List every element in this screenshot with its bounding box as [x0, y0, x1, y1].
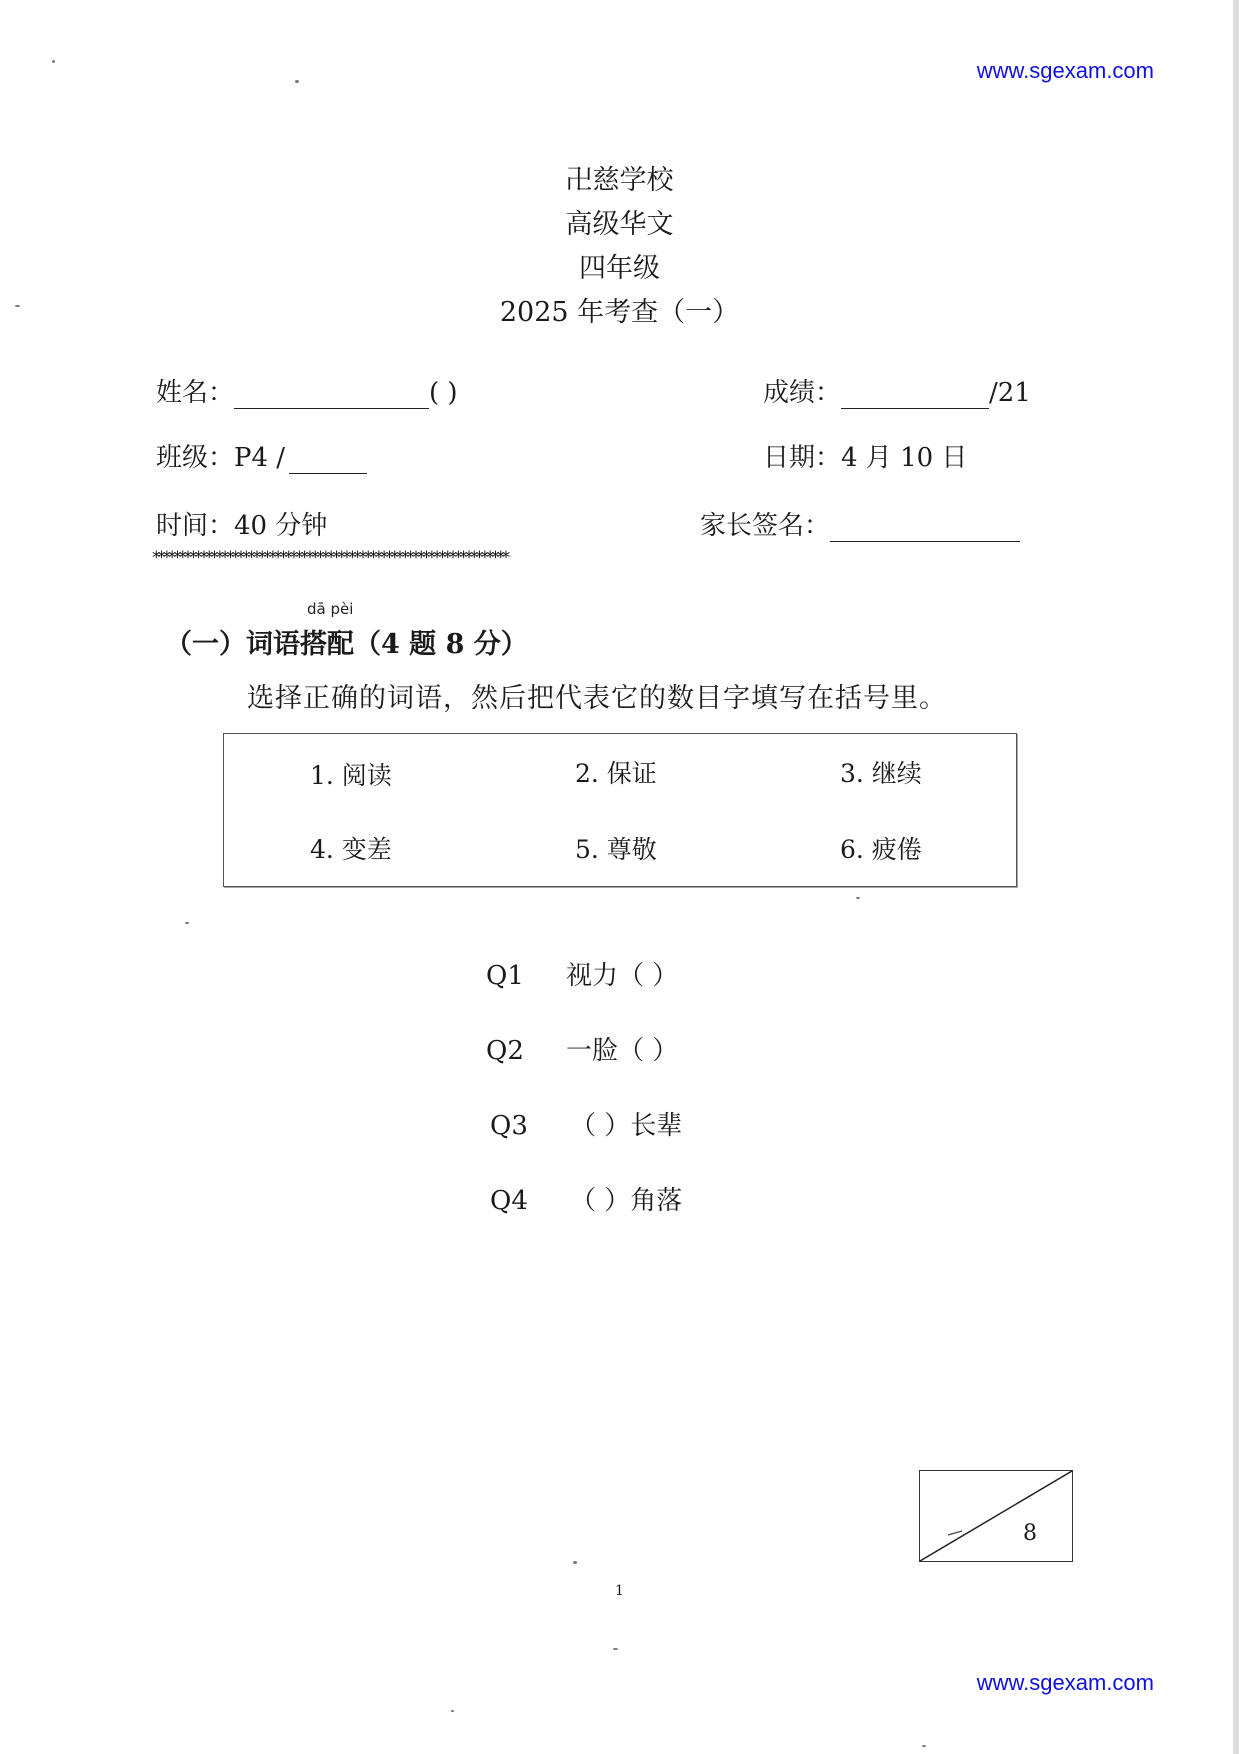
page-number: 1 — [615, 1583, 624, 1599]
exam-title: 2025 年考查（一） — [499, 297, 740, 328]
date-field: 日期：4 月 10 日 — [763, 443, 968, 473]
word-option: 3. 继续 — [840, 759, 922, 788]
scan-speck — [451, 1710, 454, 1712]
class-blank[interactable] — [289, 447, 367, 474]
pinyin-annotation: dā pèi — [307, 600, 354, 618]
watermark-bottom[interactable]: www.sgexam.com — [976, 1670, 1154, 1695]
word-option: 6. 疲倦 — [840, 835, 922, 864]
parent-sign-field — [700, 505, 1020, 542]
score-box — [919, 1470, 1073, 1562]
score-field — [763, 372, 1031, 409]
scan-speck — [185, 922, 189, 924]
question-row — [490, 1105, 682, 1142]
question-text[interactable]: 视力（ ） — [566, 961, 679, 991]
scan-speck — [52, 60, 55, 63]
word-option: 1. 阅读 — [310, 761, 392, 790]
scan-speck — [295, 80, 299, 83]
star-separator: ******************************************************************* — [152, 548, 508, 568]
question-text[interactable]: （ ）长辈 — [570, 1111, 683, 1141]
score-box-total: 8 — [1023, 1521, 1037, 1546]
time-field: 时间：40 分钟 — [156, 511, 328, 541]
word-bank — [223, 733, 1017, 887]
question-row — [490, 1180, 682, 1217]
scan-speck — [15, 305, 20, 307]
index-paren: ( ) — [429, 378, 458, 408]
word-option: 2. 保证 — [575, 759, 657, 788]
school-name: 卍慈学校 — [565, 165, 674, 196]
question-number: Q3 — [490, 1111, 528, 1141]
score-box-diagonal — [920, 1471, 1072, 1561]
instruction: 选择正确的词语，然后把代表它的数目字填写在括号里。 — [247, 683, 947, 714]
question-number: Q2 — [486, 1036, 524, 1066]
score-label: 成绩： — [763, 378, 842, 408]
scan-speck — [573, 1561, 577, 1564]
question-row — [486, 1030, 678, 1067]
question-number: Q1 — [486, 961, 524, 991]
name-label: 姓名： — [156, 378, 235, 408]
scan-speck — [613, 1648, 618, 1650]
question-row — [486, 955, 678, 992]
score-blank[interactable] — [841, 382, 989, 409]
subject-title: 高级华文 — [565, 209, 674, 240]
section-title: （一）词语搭配（4 题 8 分） — [165, 629, 528, 660]
scan-speck — [856, 897, 860, 899]
score-total: /21 — [989, 378, 1031, 408]
question-number: Q4 — [490, 1186, 528, 1216]
grade-title: 四年级 — [579, 253, 660, 284]
name-blank[interactable] — [234, 382, 429, 409]
word-option: 4. 变差 — [310, 835, 392, 864]
parent-sign-label: 家长签名： — [700, 511, 831, 541]
watermark-top[interactable]: www.sgexam.com — [976, 58, 1154, 83]
question-text[interactable]: 一脸（ ） — [566, 1036, 679, 1066]
class-field — [156, 437, 367, 474]
name-field — [156, 372, 458, 409]
scan-speck — [922, 1745, 926, 1747]
word-option: 5. 尊敬 — [575, 835, 657, 864]
class-label: 班级：P4 / — [156, 443, 286, 473]
parent-sign-blank[interactable] — [830, 515, 1020, 542]
question-text[interactable]: （ ）角落 — [570, 1186, 683, 1216]
